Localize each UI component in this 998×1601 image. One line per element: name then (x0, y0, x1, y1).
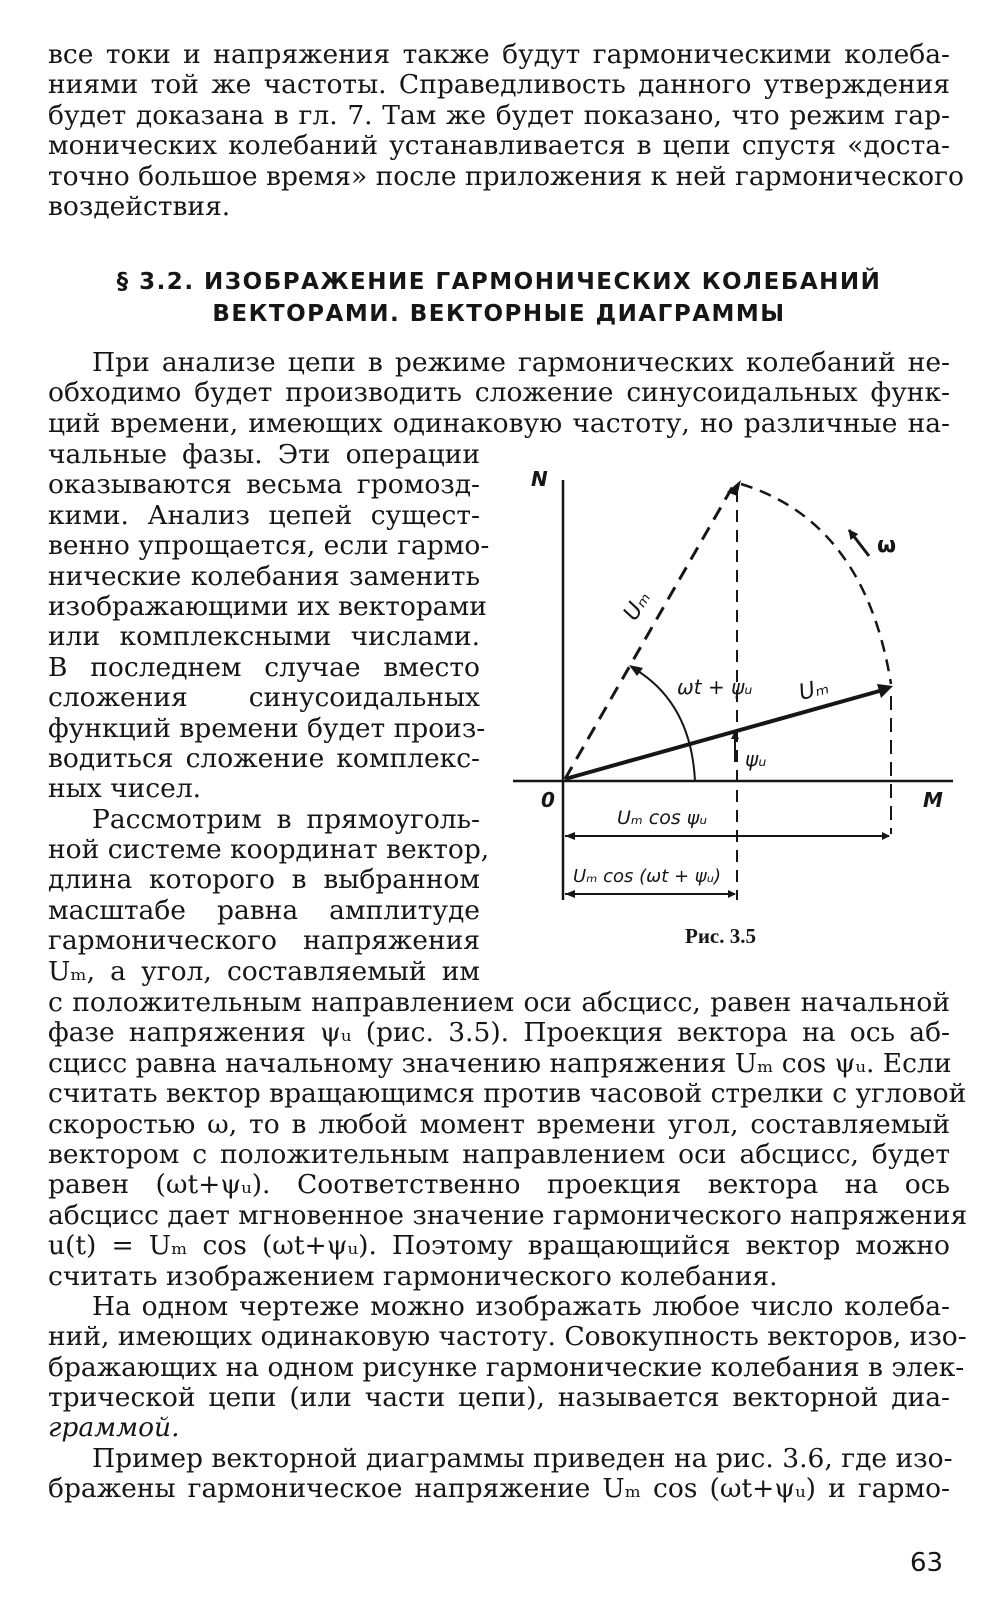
text-line: трической цепи (или части цепи), называется векторной диа- (48, 1382, 950, 1414)
page-number: 63 (910, 1548, 944, 1578)
text-line: кими. Анализ цепей сущест- (48, 499, 480, 531)
text-line: u(t) = Uₘ cos (ωt+ψᵤ). Поэтому вращающийся вектор можно (48, 1230, 950, 1262)
text-line: сцисс равна начальному значению напряжения Uₘ cos ψᵤ. Если (48, 1047, 952, 1079)
text-line: скоростью ω, то в любой момент времени угол, составляемый (48, 1108, 950, 1140)
text-line: с положительным направлением оси абсцисс, равен начальной (48, 987, 950, 1018)
text-line: изображающими их векторами (48, 590, 487, 622)
text-line: водиться сложение комплекс- (48, 742, 480, 774)
text-line: абсцисс дает мгновенное значение гармонического напряжения (48, 1199, 968, 1231)
text-line: бражены гармоническое напряжение Uₘ cos (ωt+ψᵤ) и гармо- (48, 1473, 950, 1505)
text-line: ной системе координат вектор, (48, 834, 490, 866)
text-line: монических колебаний устанавливается в цепи спустя «доста- (48, 130, 950, 162)
text-line: будет доказана в гл. 7. Там же будет показано, что режим гар- (48, 99, 950, 131)
text-line: чальные фазы. Эти операции (48, 439, 480, 470)
angle-initial-label: ψᵤ (745, 747, 767, 771)
text-line: ных чисел. (48, 773, 202, 805)
paragraph-1-full (48, 348, 950, 439)
y-axis-label: N (531, 467, 548, 491)
angle-arc-total-arrow-icon (629, 665, 643, 676)
text-line: или комплексными числами. (48, 621, 480, 653)
omega-label: ω (877, 533, 897, 558)
text-line: ций времени, имеющих одинаковую частоту, но различные на- (48, 407, 950, 439)
section-heading (48, 266, 950, 330)
initial-vector-label: Uₘ (796, 674, 832, 706)
top-paragraph (48, 39, 964, 222)
initial-vector-arrow-icon (877, 684, 893, 698)
text-line: все токи и напряжения также будут гармоническими колеба- (48, 39, 950, 70)
text-line: ниями той же частоты. Справедливость данного утверждения (48, 69, 950, 101)
text-line: На одном чертеже можно изображать любое число колеба- (92, 1290, 950, 1322)
origin-label: 0 (541, 788, 555, 812)
projection-rotated-label: Uₘ cos (ωt + ψᵤ) (573, 866, 721, 887)
dimension-rotated-start-arrow-icon (565, 890, 575, 898)
text-line: Uₘ, а угол, составляемый им (48, 955, 480, 987)
angle-total-label: ωt + ψᵤ (677, 675, 753, 699)
initial-vector (565, 690, 883, 779)
text-line: равен (ωt+ψᵤ). Соответственно проекция вектора на ось (48, 1169, 950, 1201)
text-line: оказываются весьма громозд- (48, 469, 480, 501)
projection-initial-label: Uₘ cos ψᵤ (617, 807, 708, 829)
text-line: воздействия. (48, 190, 231, 222)
text-line: точно большое время» после приложения к ней гармонического (48, 160, 964, 192)
section-heading-line: § 3.2. ИЗОБРАЖЕНИЕ ГАРМОНИЧЕСКИХ КОЛЕБАНИЙ (116, 269, 882, 295)
rotation-arc (741, 484, 891, 684)
text-line: Пример векторной диаграммы приведен на рис. 3.6, где изо- (92, 1442, 953, 1474)
text-line: считать изображением гармонического колебания. (48, 1260, 778, 1292)
text-line: Рассмотрим в прямоуголь- (92, 803, 480, 835)
text-line: вектором с положительным направлением оси абсцисс, будет (48, 1138, 950, 1170)
figure-caption: Рис. 3.5 (685, 924, 756, 948)
text-line: гармонического напряжения (48, 925, 480, 957)
text-line: венно упрощается, если гармо- (48, 530, 490, 562)
rotated-vector-label: Uₘ (618, 586, 656, 626)
dimension-initial-start-arrow-icon (565, 832, 575, 840)
omega-arrow (849, 530, 869, 556)
x-axis-label: M (923, 788, 943, 812)
main-text-bottom (48, 987, 968, 1505)
text-line: При анализе цепи в режиме гармонических колебаний не- (92, 347, 950, 378)
text-line: нические колебания заменить (48, 560, 480, 592)
text-line: функций времени будет произ- (48, 712, 486, 744)
text-line: В последнем случае вместо (48, 651, 480, 683)
narrow-column (48, 440, 488, 987)
text-line: обходимо будет производить сложение синусоидальных функ- (48, 377, 950, 409)
text-line: считать вектор вращающимся против часовой стрелки с угловой (48, 1078, 967, 1110)
text-line: ний, имеющих одинаковую частоту. Совокупность векторов, изо- (48, 1321, 967, 1353)
text-line: длина которого в выбранном (48, 864, 480, 896)
text-line: граммой. (48, 1412, 180, 1444)
text-line: фазе напряжения ψᵤ (рис. 3.5). Проекция вектора на ось аб- (48, 1017, 950, 1049)
vector-diagram-figure (505, 462, 965, 902)
text-line: масштабе равна амплитуде (48, 894, 480, 926)
section-heading-line: ВЕКТОРАМИ. ВЕКТОРНЫЕ ДИАГРАММЫ (212, 301, 786, 327)
text-line: сложения синусоидальных (48, 682, 480, 714)
rotated-vector (565, 486, 733, 779)
text-line: бражающих на одном рисунке гармонические колебания в элек- (48, 1351, 965, 1383)
